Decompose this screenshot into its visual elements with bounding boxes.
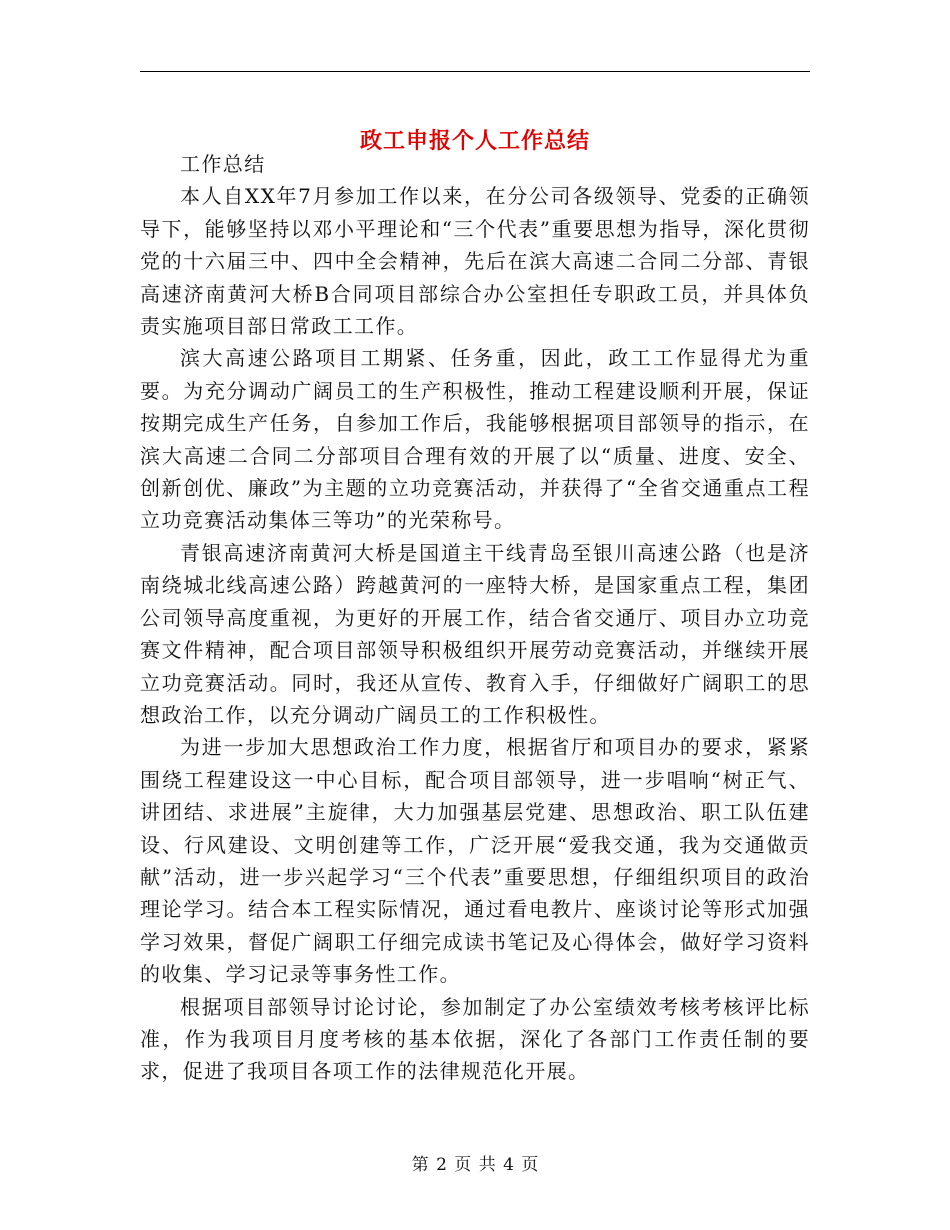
paragraph-1: 本人自XX年7月参加工作以来，在分公司各级领导、党委的正确领导下，能够坚持以邓小平理论和“三个代表”重要思想为指导，深化贯彻党的十六届三中、四中全会精神，先后在滨大高速二合同二分部、青银高速济南黄河大桥B合同项目部综合办公室担任专职政工员，并具体负责实施项目部日常政工工作。 <box>140 184 810 339</box>
section-heading: 工作总结 <box>180 152 266 176</box>
header-rule <box>140 71 810 72</box>
paragraph-5: 根据项目部领导讨论讨论，参加制定了办公室绩效考核考核评比标准，作为我项目月度考核的基本依据，深化了各部门工作责任制的要求，促进了我项目各项工作的法律规范化开展。 <box>140 994 810 1084</box>
document-title: 政工申报个人工作总结 <box>359 127 590 154</box>
document-body <box>140 148 810 1088</box>
page-number-footer: 第 2 页 共 4 页 <box>411 1155 539 1175</box>
paragraph-4: 为进一步加大思想政治工作力度，根据省厅和项目办的要求，紧紧围绕工程建设这一中心目标，配合项目部领导，进一步唱响“树正气、讲团结、求进展”主旋律，大力加强基层党建、思想政治、职工队伍建设、行风建设、文明创建等工作，广泛开展“爱我交通，我为交通做贡献”活动，进一步兴起学习“三个代表”重要思想，仔细组织项目的政治理论学习。结合本工程实际情况，通过看电教片、座谈讨论等形式加强学习效果，督促广阔职工仔细完成读书笔记及心得体会，做好学习资料的收集、学习记录等事务性工作。 <box>140 735 810 987</box>
paragraph-3: 青银高速济南黄河大桥是国道主干线青岛至银川高速公路（也是济南绕城北线高速公路）跨越黄河的一座特大桥，是国家重点工程，集团公司领导高度重视，为更好的开展工作，结合省交通厅、项目办立功竞赛文件精神，配合项目部领导积极组织开展劳动竞赛活动，并继续开展立功竞赛活动。同时，我还从宣传、教育入手，仔细做好广阔职工的思想政治工作，以充分调动广阔员工的工作积极性。 <box>140 540 810 727</box>
paragraph-2: 滨大高速公路项目工期紧、任务重，因此，政工工作显得尤为重要。为充分调动广阔员工的生产积极性，推动工程建设顺利开展，保证按期完成生产任务，自参加工作后，我能够根据项目部领导的指示，在滨大高速二合同二分部项目合理有效的开展了以“质量、进度、安全、创新创优、廉政”为主题的立功竞赛活动，并获得了“全省交通重点工程立功竞赛活动集体三等功”的光荣称号。 <box>140 346 810 533</box>
